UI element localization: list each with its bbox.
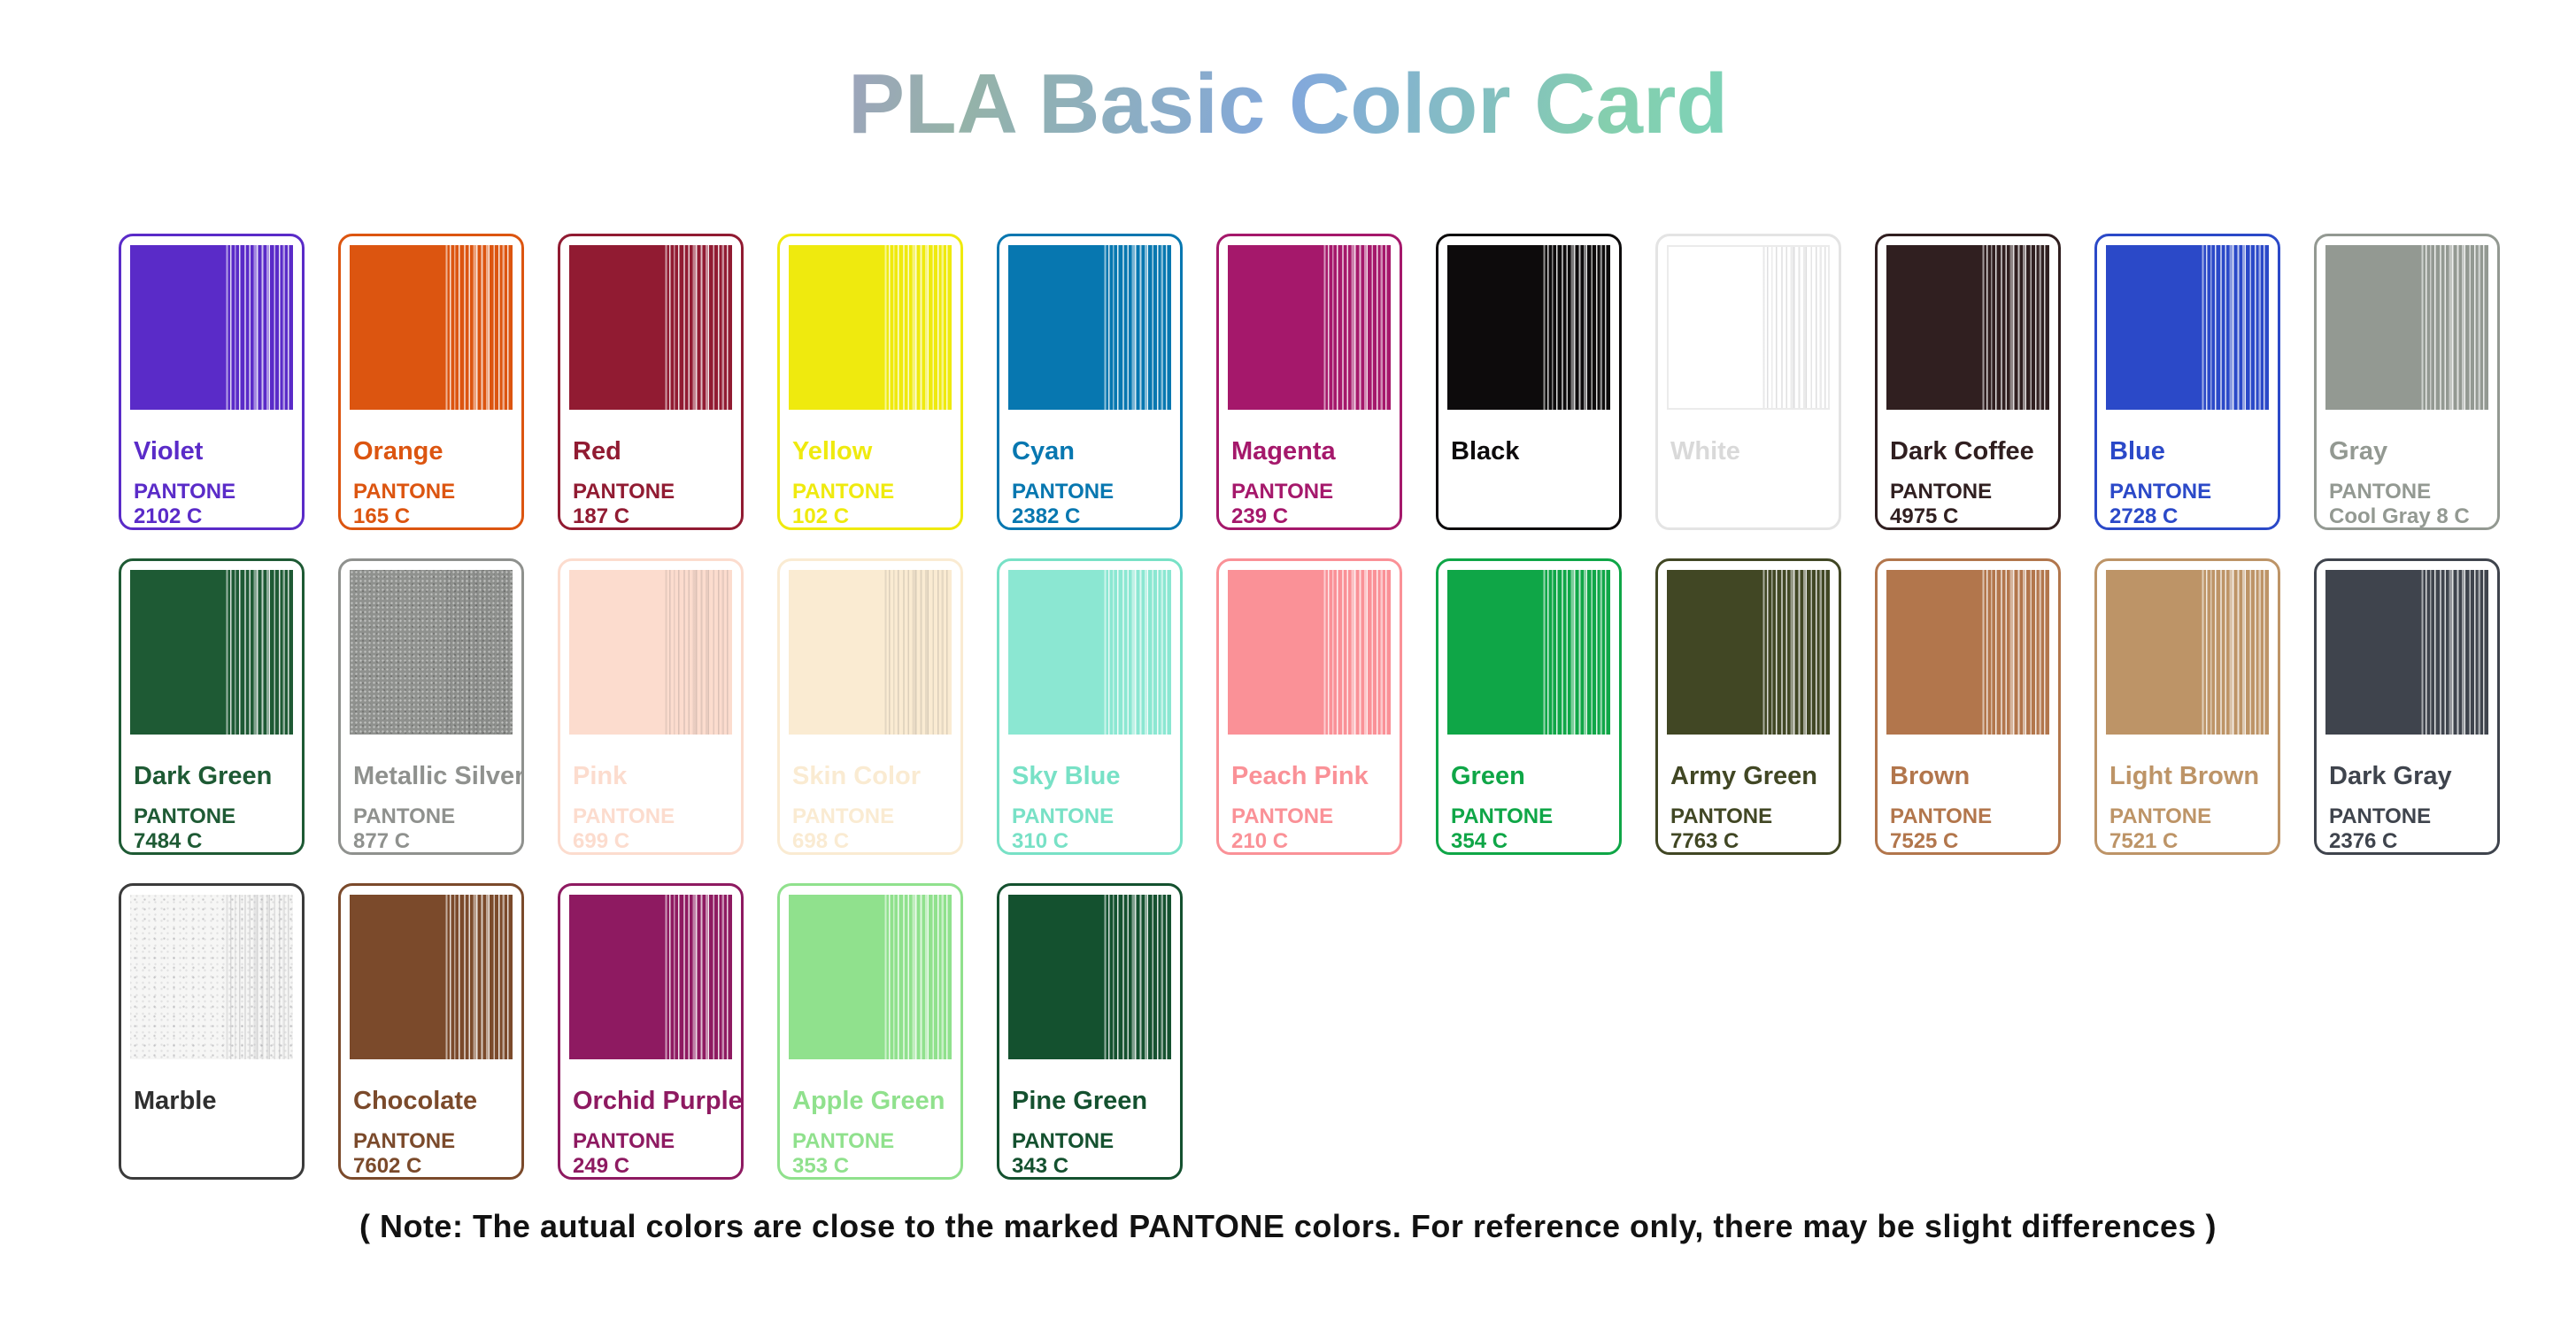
color-card	[2094, 234, 2280, 530]
color-swatch	[2106, 245, 2269, 410]
pantone-code: 7525 C	[1890, 829, 1959, 854]
color-swatch	[1008, 895, 1171, 1059]
pantone-block	[2325, 480, 2488, 529]
pantone-label: PANTONE	[2109, 804, 2212, 829]
color-card	[2314, 558, 2500, 855]
pantone-label: PANTONE	[792, 1129, 895, 1154]
pantone-code: 310 C	[1012, 829, 1069, 854]
pantone-label: PANTONE	[2329, 480, 2432, 504]
color-swatch	[569, 895, 732, 1059]
pantone-label: PANTONE	[1012, 804, 1114, 829]
color-swatch	[130, 245, 293, 410]
pantone-block	[1886, 804, 2049, 854]
color-swatch	[1447, 570, 1610, 735]
color-name: Magenta	[1231, 436, 1336, 465]
color-swatch	[789, 570, 952, 735]
color-card	[777, 558, 963, 855]
color-name: Marble	[134, 1086, 217, 1115]
color-card	[1216, 234, 1402, 530]
card-row-3	[119, 883, 2576, 1180]
pantone-block	[1886, 480, 2049, 529]
card-row-2	[119, 558, 2576, 855]
color-name: White	[1670, 436, 1740, 465]
color-swatch	[1008, 245, 1171, 410]
color-name: Skin Color	[792, 761, 922, 790]
color-card	[558, 558, 744, 855]
color-swatch	[789, 245, 952, 410]
color-swatch	[2325, 245, 2488, 410]
color-swatch	[350, 245, 513, 410]
pantone-block	[1667, 804, 1830, 854]
pantone-code: 7763 C	[1670, 829, 1739, 854]
color-swatch	[1447, 245, 1610, 410]
note-text: ( Note: The autual colors are close to the marked PANTONE colors. For reference only, there may be slight differences )	[359, 1207, 2217, 1244]
pantone-block	[130, 480, 293, 529]
color-card	[1875, 558, 2061, 855]
pantone-block	[2106, 480, 2269, 529]
pantone-block	[1228, 804, 1391, 854]
pantone-code: 7521 C	[2109, 829, 2179, 854]
pantone-block	[569, 804, 732, 854]
color-swatch	[350, 895, 513, 1059]
color-card	[1216, 558, 1402, 855]
pantone-block	[1008, 804, 1171, 854]
color-swatch	[569, 570, 732, 735]
color-name: Dark Coffee	[1890, 436, 2034, 465]
color-name: Blue	[2109, 436, 2165, 465]
color-swatch	[130, 895, 293, 1059]
pantone-label: PANTONE	[134, 480, 236, 504]
pantone-code: 239 C	[1231, 504, 1289, 529]
pantone-block	[1228, 480, 1391, 529]
color-name: Orchid Purple	[573, 1086, 743, 1115]
pantone-label: PANTONE	[1451, 804, 1554, 829]
pantone-code: 249 C	[573, 1154, 630, 1179]
color-name: Violet	[134, 436, 204, 465]
color-card	[1655, 234, 1841, 530]
color-card	[558, 234, 744, 530]
color-swatch	[130, 570, 293, 735]
color-name: Dark Green	[134, 761, 273, 790]
color-card	[338, 558, 524, 855]
pantone-label: PANTONE	[353, 1129, 456, 1154]
pantone-label: PANTONE	[1890, 480, 1993, 504]
pantone-block	[130, 804, 293, 854]
color-card	[338, 234, 524, 530]
color-swatch	[789, 895, 952, 1059]
pantone-block	[1008, 1129, 1171, 1179]
color-name: Sky Blue	[1012, 761, 1121, 790]
pantone-block	[789, 804, 952, 854]
pantone-code: 2728 C	[2109, 504, 2179, 529]
pantone-label: PANTONE	[1012, 1129, 1114, 1154]
pantone-block	[1447, 804, 1610, 854]
pantone-code: 343 C	[1012, 1154, 1069, 1179]
pantone-code: 2382 C	[1012, 504, 1081, 529]
pantone-block	[350, 480, 513, 529]
color-swatch	[2106, 570, 2269, 735]
pantone-block	[789, 480, 952, 529]
pantone-code: 354 C	[1451, 829, 1508, 854]
pantone-label: PANTONE	[792, 480, 895, 504]
color-swatch	[1667, 570, 1830, 735]
color-swatch	[1008, 570, 1171, 735]
pantone-block	[789, 1129, 952, 1179]
color-name: Red	[573, 436, 621, 465]
color-name: Chocolate	[353, 1086, 478, 1115]
color-swatch	[1667, 245, 1830, 410]
pantone-code: 7484 C	[134, 829, 203, 854]
pantone-code: 877 C	[353, 829, 411, 854]
color-name: Army Green	[1670, 761, 1818, 790]
color-name: Brown	[1890, 761, 1971, 790]
pantone-code: 187 C	[573, 504, 630, 529]
pantone-code: 698 C	[792, 829, 850, 854]
pantone-code: 165 C	[353, 504, 411, 529]
color-name: Peach Pink	[1231, 761, 1369, 790]
pantone-label: PANTONE	[573, 480, 675, 504]
color-swatch	[1886, 245, 2049, 410]
pantone-label: PANTONE	[353, 480, 456, 504]
color-swatch	[1886, 570, 2049, 735]
pantone-label: PANTONE	[1670, 804, 1773, 829]
color-name: Yellow	[792, 436, 873, 465]
color-name: Apple Green	[792, 1086, 945, 1115]
pantone-code: 210 C	[1231, 829, 1289, 854]
pantone-code: Cool Gray 8 C	[2329, 504, 2470, 529]
color-name: Light Brown	[2109, 761, 2260, 790]
pantone-block	[350, 804, 513, 854]
pantone-code: 353 C	[792, 1154, 850, 1179]
color-card	[2314, 234, 2500, 530]
color-card	[558, 883, 744, 1180]
color-card	[997, 558, 1183, 855]
pantone-label: PANTONE	[2109, 480, 2212, 504]
pantone-block	[2106, 804, 2269, 854]
pantone-label: PANTONE	[353, 804, 456, 829]
color-card	[1875, 234, 2061, 530]
pantone-label: PANTONE	[1890, 804, 1993, 829]
pantone-label: PANTONE	[2329, 804, 2432, 829]
pantone-code: 699 C	[573, 829, 630, 854]
color-name: Orange	[353, 436, 443, 465]
pantone-label: PANTONE	[573, 1129, 675, 1154]
pantone-label: PANTONE	[1231, 480, 1334, 504]
color-card	[119, 234, 305, 530]
pantone-label: PANTONE	[1012, 480, 1114, 504]
pantone-code: 102 C	[792, 504, 850, 529]
color-swatch	[2325, 570, 2488, 735]
color-name: Black	[1451, 436, 1520, 465]
color-card-grid	[0, 234, 2576, 1180]
color-card	[997, 883, 1183, 1180]
pantone-block	[1008, 480, 1171, 529]
color-card	[777, 234, 963, 530]
pantone-code: 4975 C	[1890, 504, 1959, 529]
color-name: Pink	[573, 761, 628, 790]
pantone-label: PANTONE	[792, 804, 895, 829]
pantone-code: 7602 C	[353, 1154, 422, 1179]
color-card	[2094, 558, 2280, 855]
pantone-code: 2376 C	[2329, 829, 2398, 854]
pantone-code: 2102 C	[134, 504, 203, 529]
pantone-block	[2325, 804, 2488, 854]
pantone-label: PANTONE	[134, 804, 236, 829]
color-card	[119, 558, 305, 855]
color-swatch	[1228, 245, 1391, 410]
color-name: Cyan	[1012, 436, 1075, 465]
color-card	[1655, 558, 1841, 855]
pantone-block	[569, 1129, 732, 1179]
pantone-label: PANTONE	[573, 804, 675, 829]
card-row-1	[119, 234, 2576, 530]
pantone-label: PANTONE	[1231, 804, 1334, 829]
color-name: Metallic Silver	[353, 761, 525, 790]
color-name: Gray	[2329, 436, 2388, 465]
color-swatch	[350, 570, 513, 735]
color-card	[1436, 234, 1622, 530]
color-swatch	[1228, 570, 1391, 735]
color-card	[997, 234, 1183, 530]
color-name: Dark Gray	[2329, 761, 2452, 790]
page-title: PLA Basic Color Card	[0, 57, 2576, 152]
color-name: Green	[1451, 761, 1525, 790]
color-card	[119, 883, 305, 1180]
pantone-block	[569, 480, 732, 529]
color-card	[777, 883, 963, 1180]
color-card	[1436, 558, 1622, 855]
pantone-block	[350, 1129, 513, 1179]
color-name: Pine Green	[1012, 1086, 1148, 1115]
color-card	[338, 883, 524, 1180]
color-swatch	[569, 245, 732, 410]
